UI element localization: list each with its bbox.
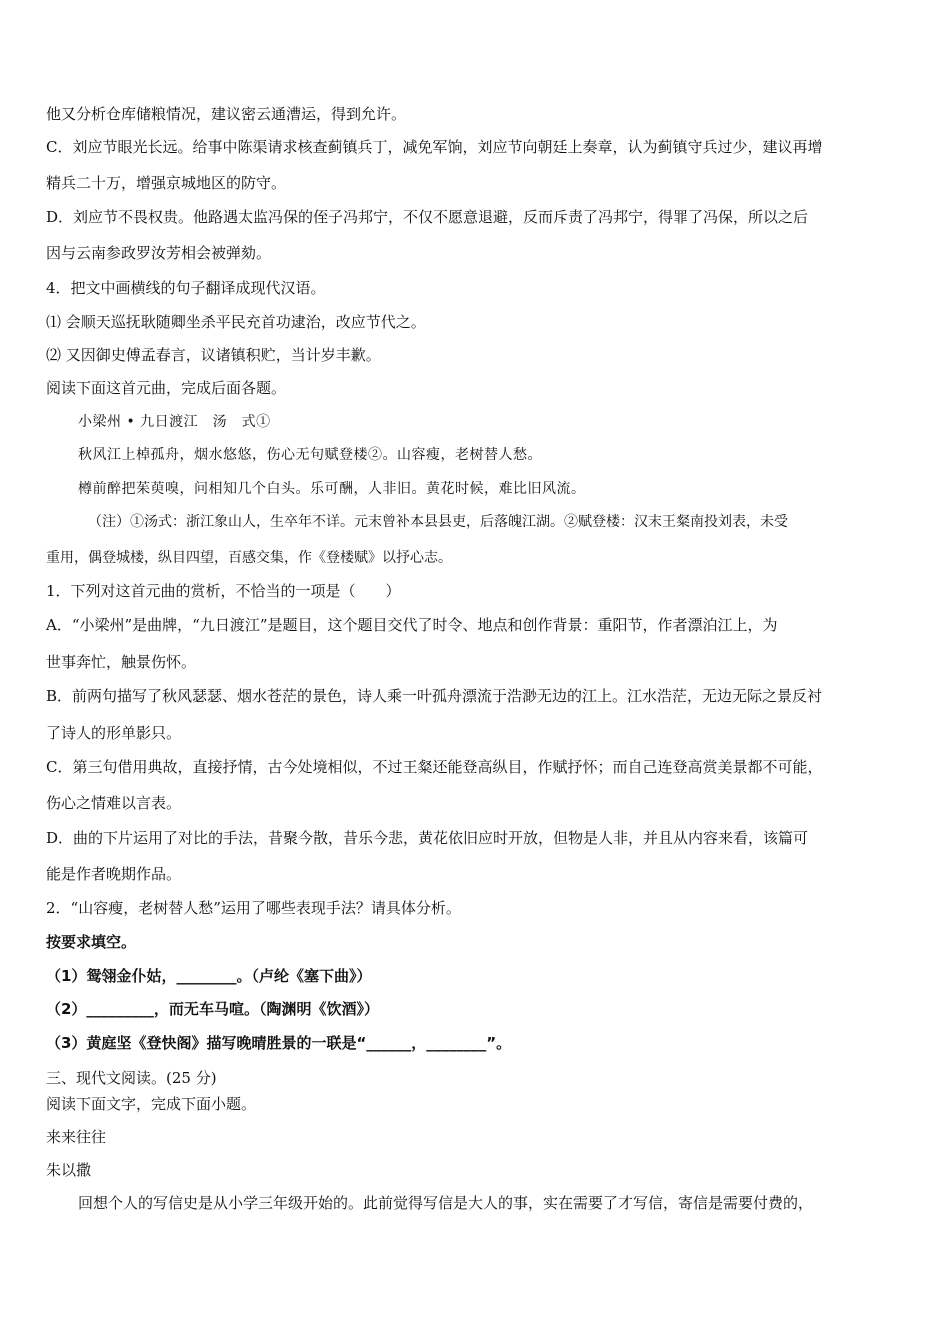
fill-blank-1: （1）鸳翎金仆姑，________。（卢纶《塞下曲》） bbox=[46, 967, 372, 985]
article-paragraph: 回想个人的写信史是从小学三年级开始的。此前觉得写信是大人的事，实在需要了才写信，寄信是需要付费的， bbox=[78, 1194, 814, 1212]
section-heading: 按要求填空。 bbox=[46, 933, 137, 951]
poem-line: 秋风江上棹孤舟，烟水悠悠，伤心无句赋登楼②。山容瘦，老树替人愁。 bbox=[78, 447, 542, 463]
fill-blank-3: （3）黄庭坚《登快阁》描写晚晴胜景的一联是“______，________”。 bbox=[46, 1034, 512, 1052]
text-line: 能是作者晚期作品。 bbox=[46, 865, 182, 883]
poem-line: 樽前醉把茱萸嗅，问相知几个白头。乐可酬，人非旧。黄花时候，难比旧风流。 bbox=[78, 481, 586, 497]
option-d-line: D．刘应节不畏权贵。他路遇太监冯保的侄子冯邦宁，不仅不愿意退避，反而斥责了冯邦宁，得罪了冯保，所以之后 bbox=[46, 208, 809, 226]
article-title: 来来往往 bbox=[46, 1128, 107, 1146]
text-line: 精兵二十万，增强京城地区的防守。 bbox=[46, 174, 287, 192]
section-three-heading: 三、现代文阅读。(25 分) bbox=[46, 1069, 217, 1087]
question-1: 1．下列对这首元曲的赏析，不恰当的一项是（ ） bbox=[46, 582, 401, 600]
option-c-line: C．刘应节眼光长远。给事中陈渠请求核查蓟镇兵丁，减免军饷，刘应节向朝廷上奏章，认为蓟镇守兵过少，建议再增 bbox=[46, 138, 823, 156]
poem-note: （注）①汤式：浙江象山人，生卒年不详。元末曾补本县县吏，后落魄江湖。②赋登楼：汉末王粲南投刘表，未受 bbox=[88, 514, 788, 530]
option-c-line: C．第三句借用典故，直接抒情，古今处境相似，不过王粲还能登高纵目，作赋抒怀；而自己连登高赏美景都不可能， bbox=[46, 758, 823, 776]
question-4: 4．把文中画横线的句子翻译成现代汉语。 bbox=[46, 279, 326, 297]
article-author: 朱以撒 bbox=[46, 1161, 92, 1179]
poem-title: 小梁州 • 九日渡江 汤 式① bbox=[78, 414, 271, 430]
text-line: 伤心之情难以言表。 bbox=[46, 794, 182, 812]
option-d-line: D．曲的下片运用了对比的手法，昔聚今散，昔乐今悲，黄花依旧应时开放，但物是人非，并且从内容来看，该篇可 bbox=[46, 829, 809, 847]
option-a-line: A．“小梁州”是曲牌，“九日渡江”是题目，这个题目交代了时令、地点和创作背景：重阳节，作者漂泊江上，为 bbox=[46, 616, 778, 634]
text-line: 他又分析仓库储粮情况，建议密云通漕运，得到允许。 bbox=[46, 105, 407, 123]
poem-note: 重用，偶登城楼，纵目四望，百感交集，作《登楼赋》以抒心志。 bbox=[46, 550, 452, 566]
question-2: 2．“山容瘦，老树替人愁”运用了哪些表现手法？请具体分析。 bbox=[46, 899, 461, 917]
text-line: 因与云南参政罗汝芳相会被弹劾。 bbox=[46, 244, 272, 262]
sentence-1: ⑴ 会顺天巡抚耿随卿坐杀平民充首功逮治，改应节代之。 bbox=[46, 313, 426, 331]
text-line: 了诗人的形单影只。 bbox=[46, 724, 182, 742]
fill-blank-2: （2）_________，而无车马喧。（陶渊明《饮酒》） bbox=[46, 1000, 379, 1018]
option-b-line: B．前两句描写了秋风瑟瑟、烟水苍茫的景色，诗人乘一叶孤舟漂流于浩渺无边的江上。江水浩茫，无边无际之景反衬 bbox=[46, 687, 823, 705]
sentence-2: ⑵ 又因御史傅孟春言，议诸镇积贮，当计岁丰歉。 bbox=[46, 346, 381, 364]
reading-instruction: 阅读下面文字，完成下面小题。 bbox=[46, 1095, 257, 1113]
text-line: 世事奔忙，触景伤怀。 bbox=[46, 653, 197, 671]
reading-instruction: 阅读下面这首元曲，完成后面各题。 bbox=[46, 379, 287, 397]
